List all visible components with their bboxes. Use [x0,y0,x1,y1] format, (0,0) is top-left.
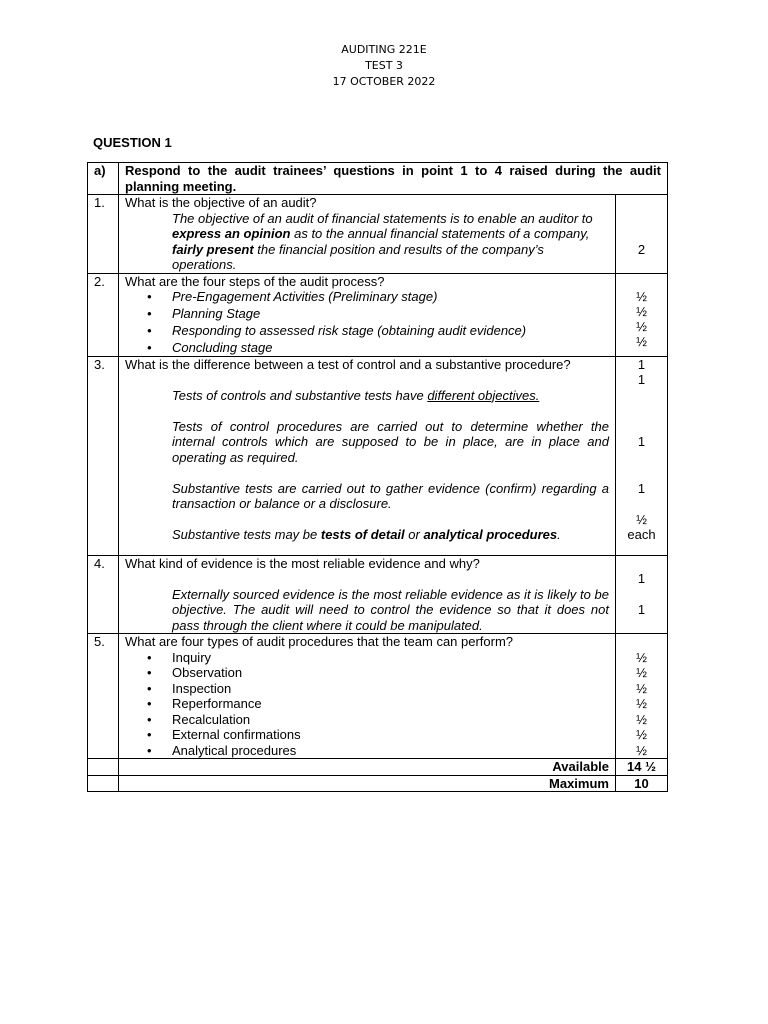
list-item: • External confirmations [172,727,609,743]
mark: 1 [637,480,646,496]
list-item: • Planning Stage [172,306,609,323]
answer-keyword: different objectives. [427,387,540,403]
table-row [88,634,668,759]
mark: 1 [637,372,646,387]
question-cell [119,634,616,759]
question-number: 3. [88,356,119,555]
maximum-label: Maximum [119,775,616,792]
answer-text: Substantive tests are carried out to gather evidence (confirm) regarding a transaction or balance or a disclosure. [172,480,609,511]
test-date: 17 OCTOBER 2022 [332,75,436,88]
mark: ½ [636,649,647,665]
answer-keyword: fairly present [172,241,254,257]
test-number: TEST 3 [365,59,403,72]
answer-text: Externally sourced evidence is the most reliable evidence as it is likely to be objective. The audit will need to control the evidence so that it does not pass through the client where it could be manipulated. [172,586,609,633]
list-item: • Pre-Engagement Activities (Preliminary stage) [172,289,609,306]
available-value: 14 ½ [615,759,667,776]
question-number: 5. [88,634,119,759]
question-cell [119,195,616,274]
list-item: • Recalculation [172,712,609,728]
answer-part: The objective of an audit of financial statements is to enable an auditor to [172,210,593,226]
mark-cell [615,356,667,555]
part-label: a) [88,163,119,195]
mark: ½ [636,289,647,304]
mark: ½ [636,665,647,680]
mark: 1 [637,602,646,617]
list-item: • Analytical procedures [172,743,609,759]
answer-part: . [557,527,561,542]
mark: 1 [637,571,646,586]
answer-part: the financial position and results of the company’s operations. [172,241,544,272]
mark-cell [615,634,667,759]
part-instruction: Respond to the audit trainees’ questions in point 1 to 4 raised during the audit planning meeting. [119,163,668,195]
mark-cell [615,555,667,634]
answer-keyword: express an opinion [172,226,291,241]
answer-list [125,650,609,759]
question-text: What are the four steps of the audit process? [125,273,385,289]
table-row [88,273,668,356]
mark-cell [615,273,667,356]
mark: ½ [636,742,647,758]
list-item: • Reperformance [172,696,609,712]
course-code: AUDITING 221E [341,43,427,56]
question-number: 1. [88,195,119,274]
question-text: What is the objective of an audit? [125,195,317,210]
answer-list [125,289,609,356]
answer-text [125,388,609,404]
answer-part: as to the annual financial statements of a company, [290,226,590,241]
mark: ½ [636,304,647,319]
mark: ½ [636,696,647,711]
mark: ½ [636,680,647,696]
answer-text [125,211,609,273]
question-title: QUESTION 1 [93,135,172,150]
mark-cell [615,195,667,274]
memo-table [87,162,668,792]
question-text: What are four types of audit procedures that the team can perform? [125,634,514,649]
table-row [88,356,668,555]
answer-part: Substantive tests may be [172,527,321,542]
list-item: • Inspection [172,681,609,697]
maximum-value: 10 [615,775,667,792]
question-cell [119,273,616,356]
table-row [88,759,668,776]
mark: 1 [637,356,646,372]
mark-note: each [627,527,656,542]
mark: 2 [637,241,646,257]
mark: 1 [637,434,646,449]
mark: ½ [636,727,647,742]
table-row [88,195,668,274]
answer-part: or [404,527,424,542]
mark: ½ [636,511,647,527]
table-row [88,555,668,634]
answer-text [125,527,609,543]
list-item: • Responding to assessed risk stage (obtaining audit evidence) [172,323,609,340]
table-row [88,775,668,792]
question-number: 2. [88,273,119,356]
question-cell [119,356,616,555]
answer-keyword: analytical procedures [423,527,558,542]
answer-text: Tests of control procedures are carried out to determine whether the internal controls which are supposed to be in place, are in place and operating as required. [172,418,609,465]
list-item: • Observation [172,665,609,681]
mark: ½ [636,711,647,727]
question-text: What kind of evidence is the most reliable evidence and why? [125,555,480,571]
answer-keyword: tests of detail [320,527,405,542]
available-label: Available [119,759,616,776]
list-item: • Concluding stage [172,340,609,356]
table-row [88,163,668,195]
list-item: • Inquiry [172,650,609,666]
question-cell [119,555,616,634]
question-text: What is the difference between a test of control and a substantive procedure? [125,356,571,372]
answer-part: Tests of controls and substantive tests have [172,387,428,403]
mark: ½ [636,319,647,334]
mark: ½ [636,334,647,349]
question-number: 4. [88,555,119,634]
